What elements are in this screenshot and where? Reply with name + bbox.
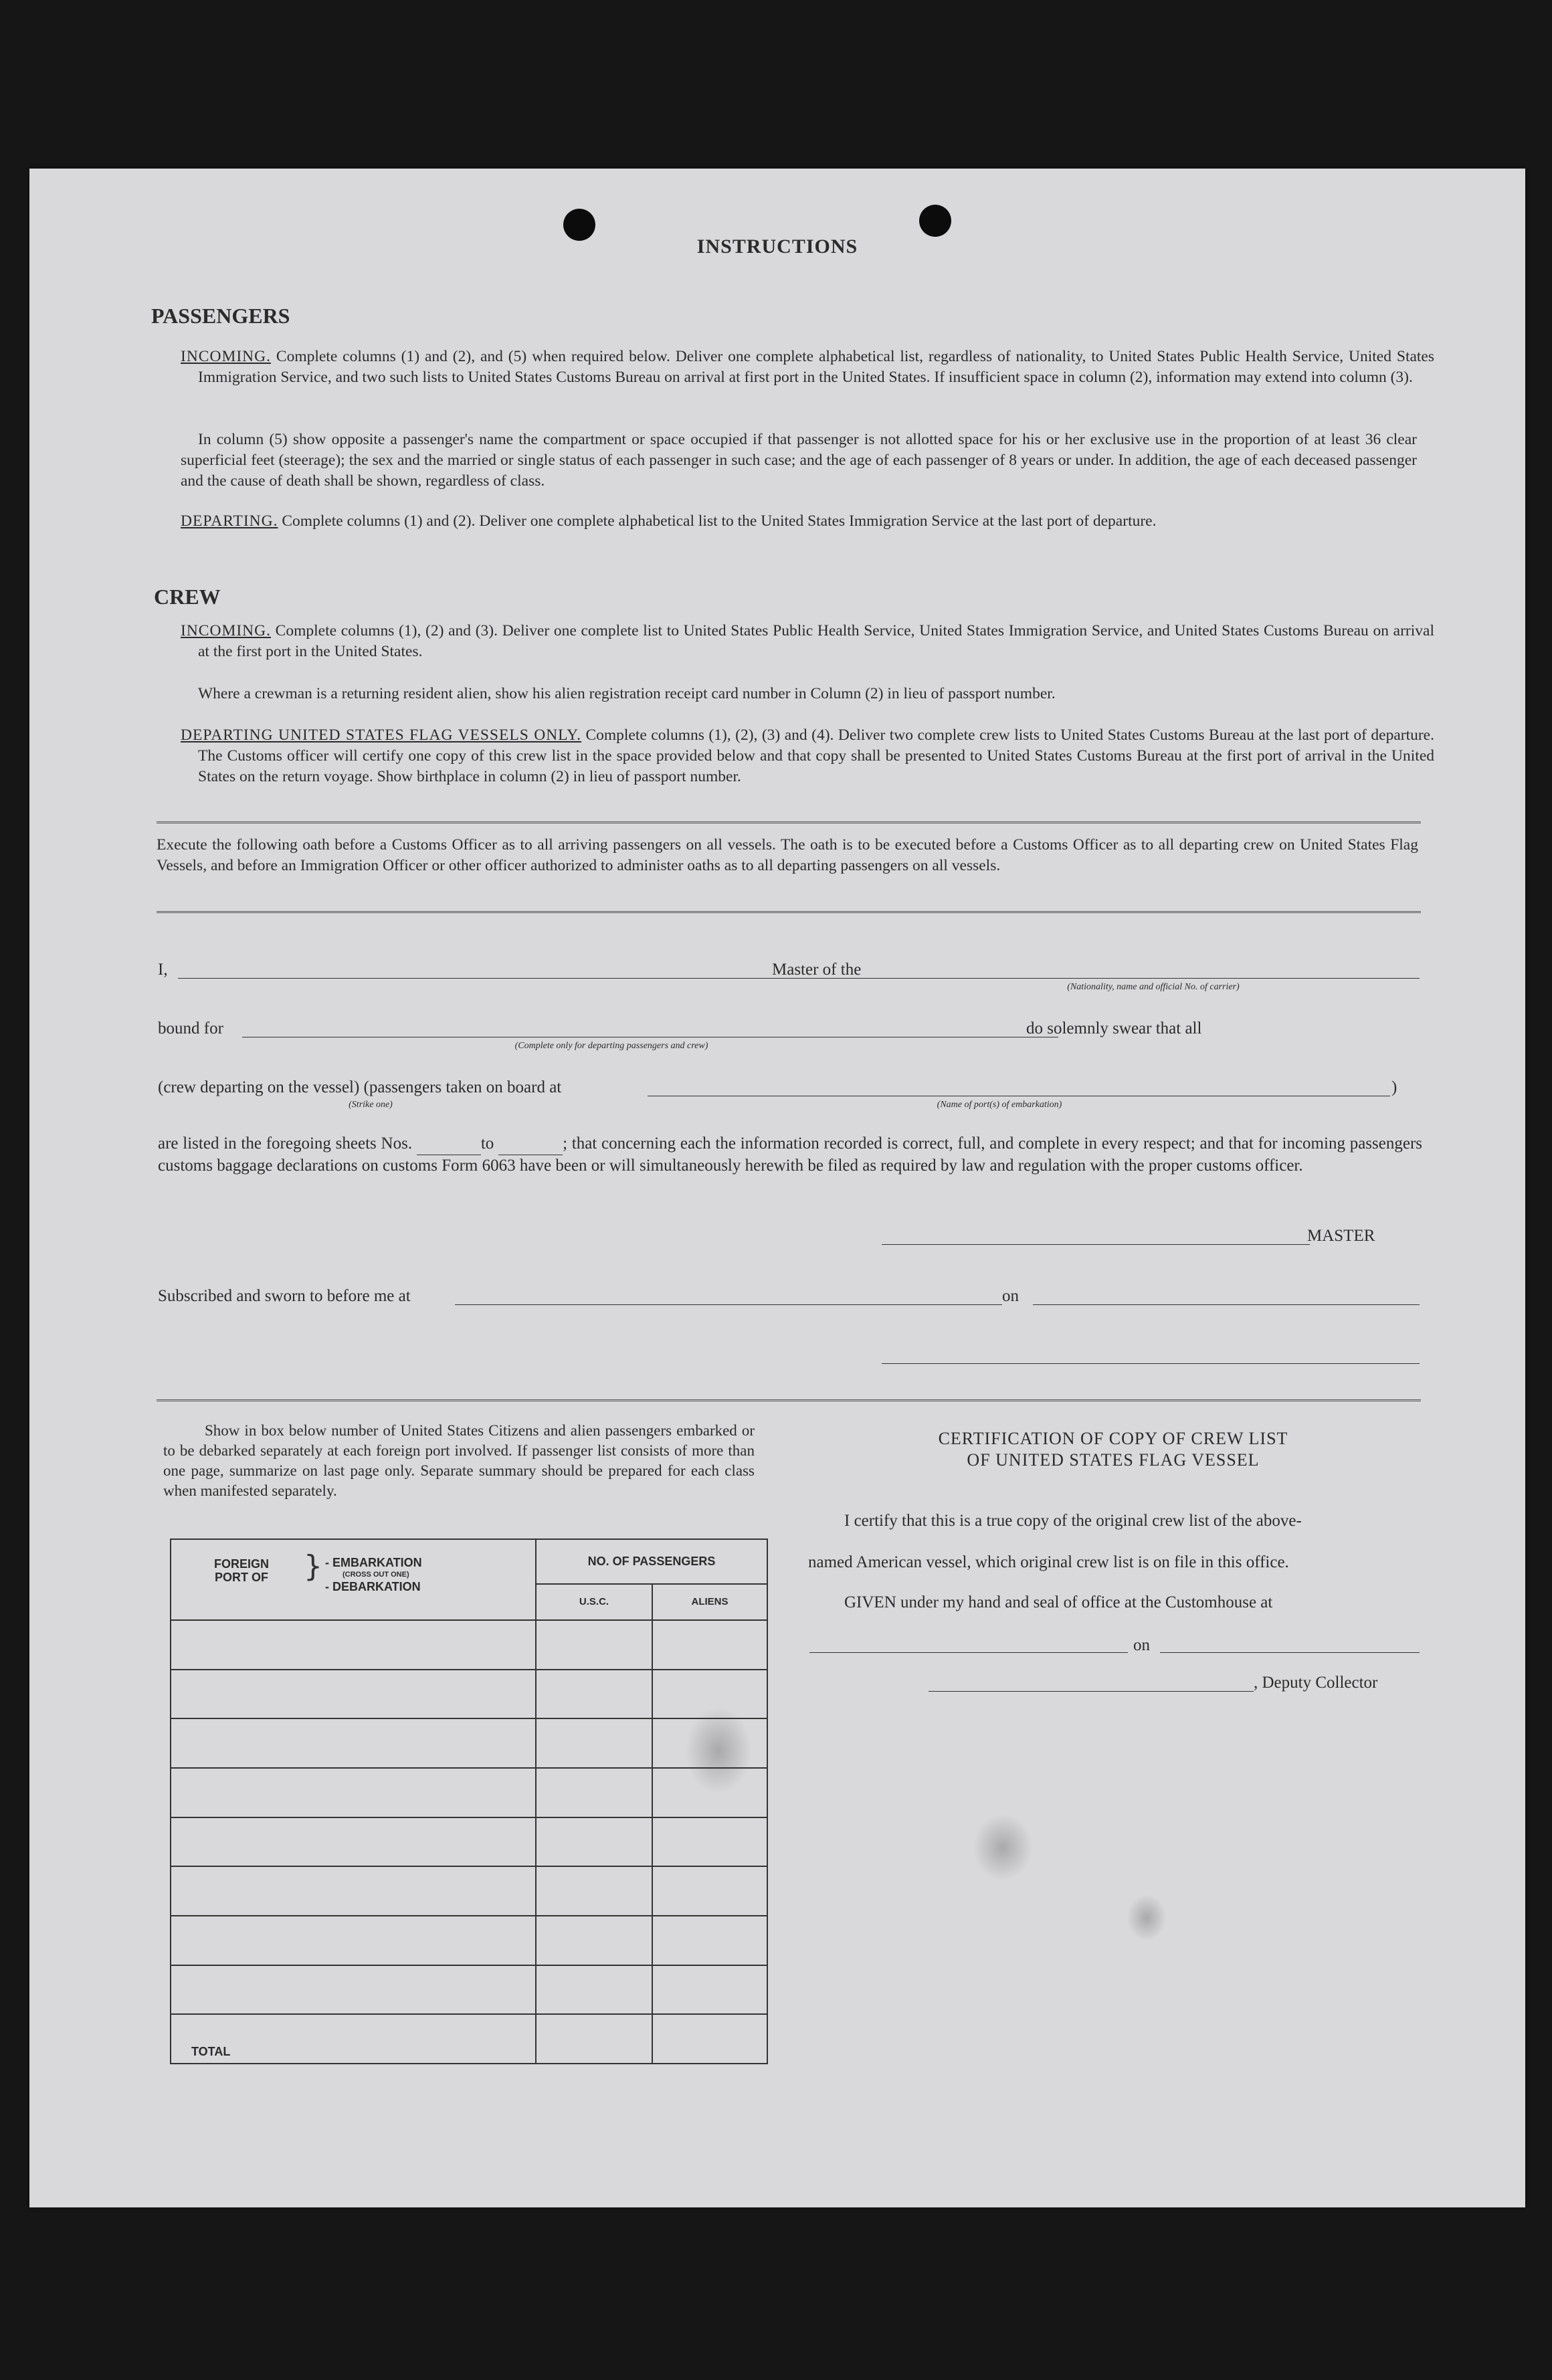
aliens-total-cell[interactable]: [652, 2014, 767, 2064]
sheet-from-field[interactable]: [417, 1133, 481, 1155]
sworn-date-field[interactable]: [1033, 1304, 1420, 1305]
usc-cell[interactable]: [536, 1768, 652, 1817]
crew-resident: Where a crewman is a returning resident alien, show his alien registration receipt card number in Column (2) in lieu of passport number.: [198, 685, 1056, 702]
carrier-caption: (Nationality, name and official No. of carrier): [1067, 982, 1240, 992]
cert-heading-1: CERTIFICATION OF COPY OF CREW LIST: [938, 1429, 1288, 1448]
customhouse-field[interactable]: [809, 1652, 1128, 1653]
port-cell[interactable]: [171, 1916, 536, 1965]
port-cell[interactable]: [171, 1670, 536, 1719]
subscribed-label: Subscribed and sworn to before me at: [158, 1287, 411, 1305]
port-cell[interactable]: [171, 1866, 536, 1916]
summary-instructions: Show in box below number of United States Citizens and alien passengers embarked or to be debarked separately at each foreign port involved. If passenger list consists of more than one page, summarize on last page only. Separate summary should be prepared for each class when manifested separately.: [163, 1422, 755, 1499]
stain: [973, 1814, 1033, 1881]
cert-heading-2: OF UNITED STATES FLAG VESSEL: [967, 1450, 1260, 1470]
port-cell[interactable]: [171, 1965, 536, 2015]
usc-cell[interactable]: [536, 1670, 652, 1719]
form-sheet: [29, 169, 1525, 2207]
oath-intro: Execute the following oath before a Customs Officer as to all arriving passengers on all vessels. The oath is to be executed before a Customs Officer as to all departing crew on United States Flag Vessels, and before an Immigration Officer or other officer authorized to administer oaths as to all departing passengers on all vessels.: [157, 836, 1418, 874]
listed-statement: [158, 1133, 1422, 1177]
passengers-heading: PASSENGERS: [151, 304, 290, 328]
aliens-cell[interactable]: [652, 1768, 767, 1817]
aliens-cell[interactable]: [652, 1916, 767, 1965]
officer-signature-field[interactable]: [882, 1363, 1420, 1364]
crew-departing-text: Complete columns (1), (2), (3) and (4). Deliver two complete crew lists to United States Customs Bureau at the last port of departure. The Customs officer will certify one copy of this crew list in the space provided below and that copy shall be presented to United States Customs Bureau at the first port of arrival in the United States on the return voyage. Show birthplace in column (2) in lieu of passport number.: [198, 726, 1434, 785]
no-passengers-header: NO. OF PASSENGERS: [536, 1539, 767, 1584]
port-cell[interactable]: [171, 1620, 536, 1670]
port-header-cell: [171, 1539, 536, 1620]
divider: [157, 911, 1421, 915]
port-cell[interactable]: [171, 1718, 536, 1768]
aliens-cell[interactable]: [652, 1866, 767, 1916]
listed-text-b: ; that concerning each the information recorded is correct, full, and complete in every respect; and that for incoming passengers customs baggage declarations on customs Form 6063 have been or will simultaneously herewith be filed as required by law and regulation with the proper customs officer.: [158, 1134, 1423, 1175]
aliens-cell[interactable]: [652, 1965, 767, 2015]
port-cell[interactable]: [171, 1768, 536, 1817]
deputy-signature-field[interactable]: [929, 1691, 1254, 1692]
solemnly-label: do solemnly swear that all: [1026, 1019, 1202, 1037]
listed-to: to: [480, 1134, 494, 1153]
aliens-cell[interactable]: [652, 1670, 767, 1719]
carrier-field[interactable]: [880, 978, 1420, 979]
aliens-cell[interactable]: [652, 1620, 767, 1670]
sworn-on-label: on: [1002, 1287, 1019, 1305]
deputy-collector-label: , Deputy Collector: [1254, 1674, 1378, 1692]
cert-on-label: on: [1133, 1636, 1150, 1654]
crew-departing: [181, 725, 1434, 787]
cert-date-field[interactable]: [1160, 1652, 1420, 1653]
page-title: INSTRUCTIONS: [696, 235, 858, 258]
crew-incoming-label: INCOMING.: [181, 622, 271, 639]
listed-text-a: are listed in the foregoing sheets Nos.: [158, 1134, 413, 1153]
usc-header: U.S.C.: [536, 1584, 652, 1621]
usc-cell[interactable]: [536, 1718, 652, 1768]
passengers-incoming: [181, 346, 1434, 388]
master-signature-field[interactable]: [882, 1244, 1310, 1245]
cross-out-note: (CROSS OUT ONE): [343, 1571, 409, 1579]
bound-for-label: bound for: [158, 1019, 223, 1037]
passengers-incoming-label: INCOMING.: [181, 348, 271, 365]
complete-caption: (Complete only for departing passengers and crew): [514, 1041, 708, 1051]
strike-caption: (Strike one): [349, 1100, 393, 1110]
passengers-column5: In column (5) show opposite a passenger's name the compartment or space occupied if that passenger is not allotted space for his or her exclusive use in the proportion of at least 36 clear superficial feet (steerage); the sex and the married or single status of each passenger in such case; and the age of each passenger of 8 years or under. In addition, the age of each deceased passenger and the cause of death shall be shown, regardless of class.: [181, 431, 1417, 490]
usc-cell[interactable]: [536, 1620, 652, 1670]
punch-hole: [919, 205, 951, 237]
total-label: TOTAL: [171, 2014, 536, 2064]
sworn-place-field[interactable]: [455, 1304, 1002, 1305]
crew-incoming: [181, 621, 1434, 662]
debarkation-label: - DEBARKATION: [325, 1580, 421, 1593]
divider: [157, 1399, 1421, 1403]
stain: [1127, 1894, 1167, 1941]
passengers-departing: [181, 511, 1434, 532]
crew-heading: CREW: [154, 585, 221, 609]
passengers-departing-text: Complete columns (1) and (2). Deliver one complete alphabetical list to the United States Immigration Service at the last port of departure.: [282, 512, 1157, 530]
cert-line-3: GIVEN under my hand and seal of office at the Customhouse at: [844, 1593, 1273, 1611]
port-cell[interactable]: [171, 1817, 536, 1867]
aliens-cell[interactable]: [652, 1718, 767, 1768]
brace-icon: }: [304, 1549, 322, 1583]
ports-caption: (Name of port(s) of embarkation): [937, 1100, 1062, 1110]
usc-cell[interactable]: [536, 1916, 652, 1965]
passengers-incoming-text: Complete columns (1) and (2), and (5) when required below. Deliver one complete alphabetical list, regardless of nationality, to United States Public Health Service, United States Immigration Service, and two such lists to United States Customs Bureau on arrival at first port in the United States. If insufficient space in column (2), information may extend into column (3).: [198, 348, 1435, 386]
divider: [157, 821, 1421, 825]
foreign-port-label: FOREIGN PORT OF: [213, 1557, 269, 1584]
sheet-to-field[interactable]: [498, 1133, 563, 1155]
aliens-header: ALIENS: [652, 1584, 767, 1621]
embarkation-label: - EMBARKATION: [325, 1556, 422, 1569]
crew-departing-label: DEPARTING UNITED STATES FLAG VESSELS ONLY.: [181, 726, 581, 744]
master-label: MASTER: [1307, 1227, 1375, 1245]
aliens-cell[interactable]: [652, 1817, 767, 1867]
passenger-summary-table: [170, 1539, 768, 2064]
usc-total-cell[interactable]: [536, 2014, 652, 2064]
usc-cell[interactable]: [536, 1866, 652, 1916]
close-paren: ): [1391, 1078, 1397, 1096]
crew-departing-label: (crew departing on the vessel) (passengers taken on board at: [158, 1078, 562, 1096]
crew-incoming-text: Complete columns (1), (2) and (3). Deliver one complete list to United States Public Health Service, United States Immigration Service, and United States Customs Bureau on arrival at the first port in the United States.: [198, 622, 1434, 660]
usc-cell[interactable]: [536, 1965, 652, 2015]
usc-cell[interactable]: [536, 1817, 652, 1867]
cert-line-2: named American vessel, which original crew list is on file in this office.: [808, 1553, 1289, 1571]
master-of-label: Master of the: [772, 961, 862, 979]
oath-i-label: I,: [158, 961, 168, 979]
passengers-departing-label: DEPARTING.: [181, 512, 278, 530]
cert-line-1: I certify that this is a true copy of the original crew list of the above-: [844, 1512, 1302, 1530]
